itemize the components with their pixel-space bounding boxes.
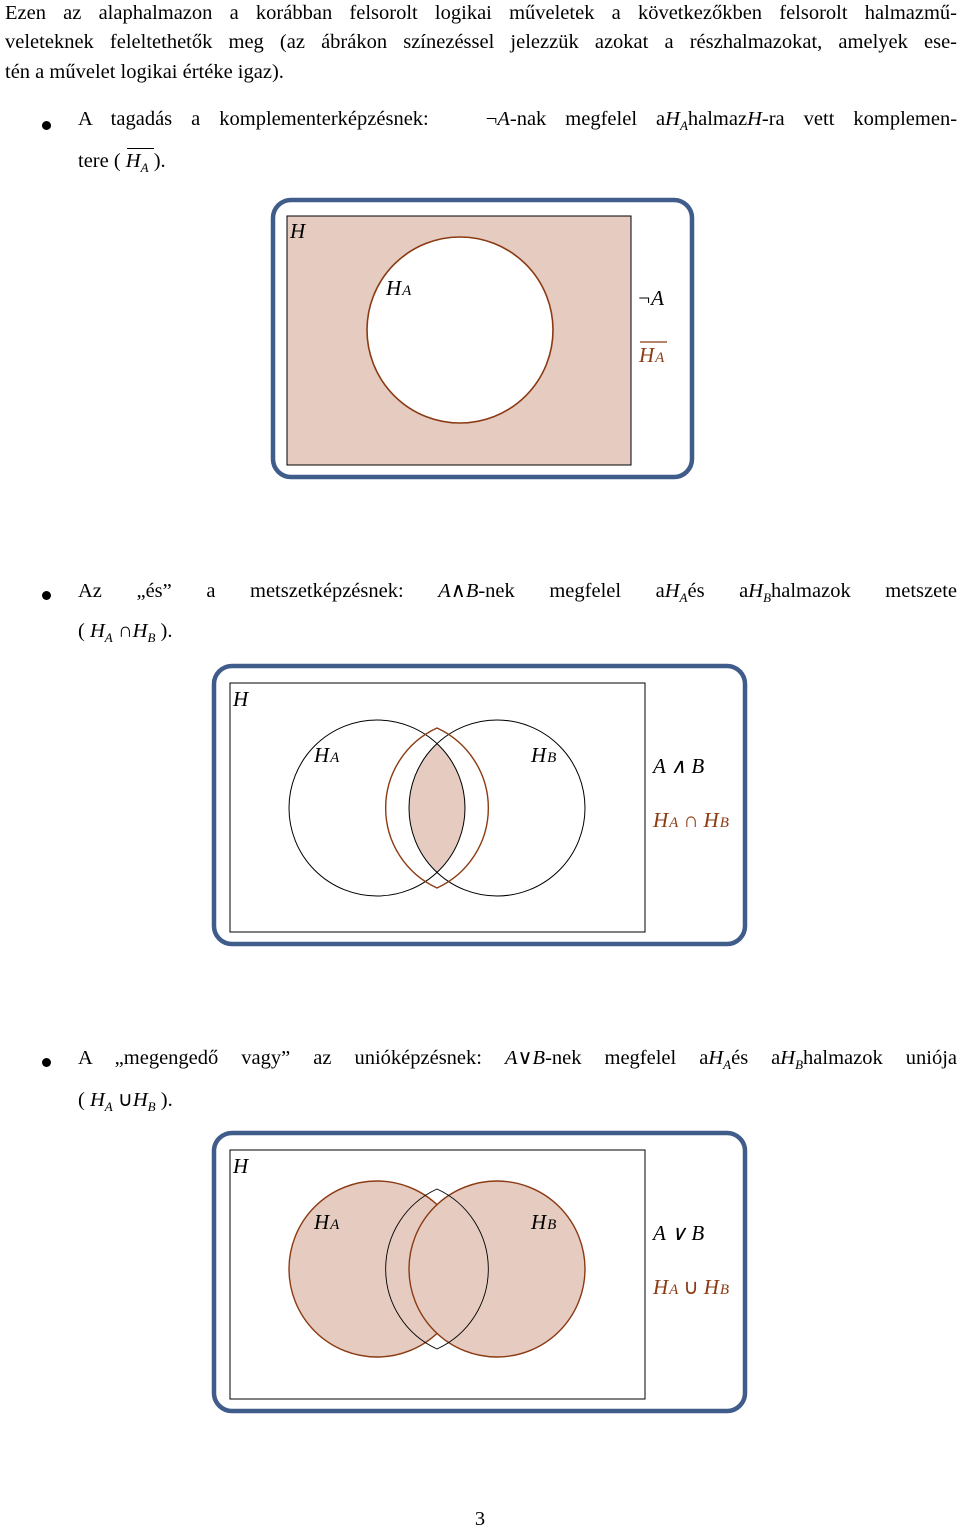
negation-text: A tagadás a komplementerképzésnek: [78,108,429,130]
negation-line2-close: ). [153,150,166,172]
or-op: ∨ [517,1047,533,1069]
negation-text-c: halmaz [687,108,748,130]
intersection-diagram [214,666,745,944]
set-b-label: HB [531,743,557,767]
negation-text-b: -nak megfelel a [509,108,666,130]
legend-set: HA ∩ HB [653,808,729,832]
set-h: H [665,108,680,130]
legend-logic: ¬A [637,286,664,310]
set-b-circle [409,1181,585,1357]
negation-symbol: ¬ [485,108,498,130]
intro-line-2: veleteknek feleltethetők meg (az ábrákon színezéssel jelezzük azokat a részhalmazokat, amelyek ese- [5,31,957,53]
universe-label: H [290,219,306,243]
legend-set: HA ∪ HB [653,1275,730,1299]
set-universe: H [747,108,762,130]
universe-label: H [233,687,249,711]
union-diagram [214,1133,745,1411]
complement-diagram [273,200,692,477]
legend-set: HA [639,343,665,367]
var-a: A [497,108,510,130]
set-a-label: HA [386,276,412,300]
intersection-op: ∩ [117,620,133,642]
legend-logic: A ∨ B [653,1221,705,1245]
negation-text-d: -ra vett komplemen- [761,108,958,130]
intro-line-3: tén a művelet logikai értéke igaz). [5,61,284,83]
intro-line-1: Ezen az alaphalmazon a korábban felsorolt logikai műveletek a következőkben felsorolt halmazmű- [5,2,957,24]
or-line-1: A „megengedő vagy” az unióképzésnek: A∨B-nek megfelel $aH_Aés$ $aH_Bhalmazok$ uniója [78,1047,957,1072]
set-a-label: HA [314,1210,340,1234]
set-b-label: HB [531,1210,557,1234]
set-a-circle [367,237,553,423]
or-line-2: ( $H_A$ $\cup H_B$ ). [78,1089,173,1114]
or-text: A „megengedő vagy” az unióképzésnek: [78,1047,482,1069]
set-a-label: HA [314,743,340,767]
universe-label: H [233,1154,249,1178]
and-line-2: ( $H_A$ $\cap H_B$ ). [78,620,173,645]
and-line-1: Az „és” a metszetképzésnek: A∧B-nek megfelel $aH_Aés$ $aH_Bhalmazok$ metszete [78,580,957,605]
union-op: ∪ [117,1089,133,1111]
complement-expr: $H_A$ [126,150,154,176]
legend-logic: A ∧ B [653,754,705,778]
and-text: Az „és” a metszetképzésnek: [78,580,404,602]
and-op: ∧ [450,580,466,602]
set-sub: A [679,118,688,133]
negation-line2-open: tere ( [78,150,121,172]
page-number: 3 [474,1508,486,1530]
